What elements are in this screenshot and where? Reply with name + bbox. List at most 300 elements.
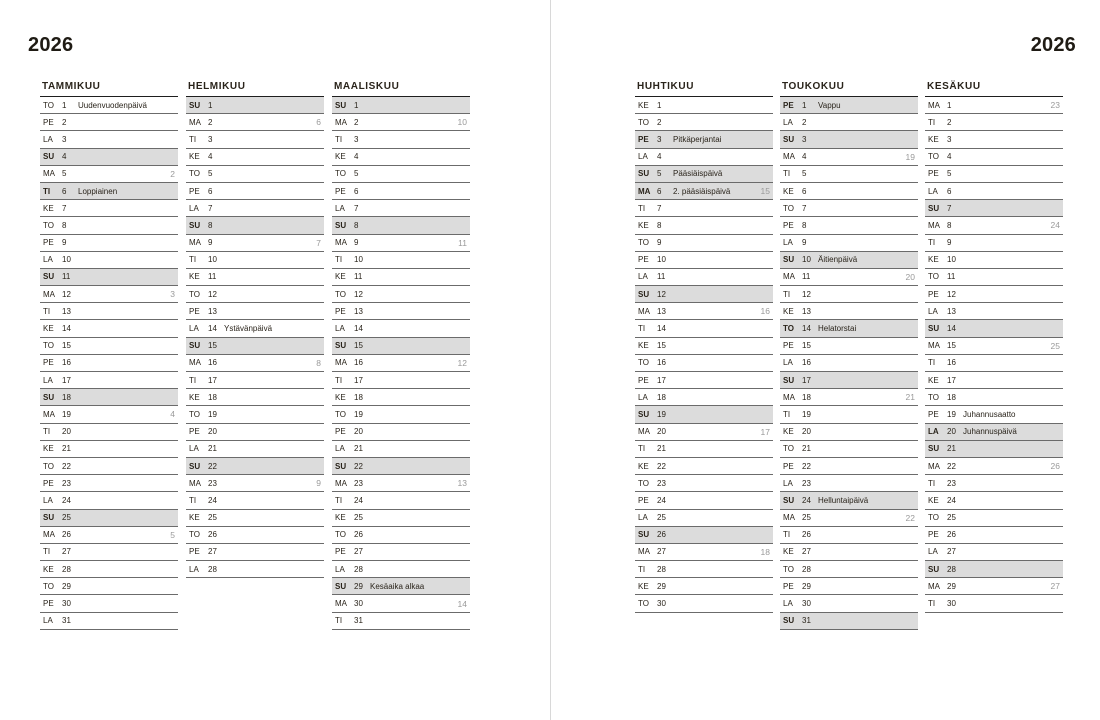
- day-row: [925, 303, 1063, 320]
- day-row: [635, 372, 773, 389]
- weekday-label: MA: [928, 100, 940, 110]
- weekday-label: LA: [783, 117, 793, 127]
- day-row: [40, 166, 178, 183]
- month-name: TAMMIKUU: [40, 80, 178, 97]
- weekday-label: MA: [43, 289, 55, 299]
- weekday-label: PE: [783, 461, 794, 471]
- day-row: [635, 320, 773, 337]
- day-row: [925, 200, 1063, 217]
- weekday-label: LA: [189, 564, 199, 574]
- day-number: 2: [208, 117, 213, 127]
- weekday-label: MA: [335, 117, 347, 127]
- weekday-label: MA: [928, 581, 940, 591]
- day-row: [40, 235, 178, 252]
- week-number: 26: [1050, 461, 1060, 472]
- week-number: 10: [457, 117, 467, 128]
- day-row: [635, 97, 773, 114]
- weekday-label: KE: [928, 255, 939, 265]
- weekday-label: SU: [189, 461, 201, 471]
- day-number: 6: [62, 186, 67, 196]
- weekday-label: KE: [43, 324, 54, 334]
- weekday-label: MA: [928, 461, 940, 471]
- day-number: 19: [208, 409, 217, 419]
- weekday-label: LA: [335, 203, 345, 213]
- weekday-label: KE: [928, 495, 939, 505]
- day-row: [186, 97, 324, 114]
- weekday-label: PE: [928, 409, 939, 419]
- day-row: [186, 458, 324, 475]
- weekday-label: MA: [928, 341, 940, 351]
- day-row: [332, 475, 470, 492]
- weekday-label: PE: [43, 478, 54, 488]
- day-row: [780, 269, 918, 286]
- weekday-label: TO: [928, 152, 939, 162]
- day-row: [635, 595, 773, 612]
- day-number: 1: [62, 100, 67, 110]
- day-row: [332, 406, 470, 423]
- day-number: 6: [802, 186, 807, 196]
- day-row: [332, 441, 470, 458]
- day-row: [925, 406, 1063, 423]
- holiday-name: Ystävänpäivä: [224, 324, 273, 334]
- weekday-label: SU: [335, 220, 347, 230]
- day-number: 8: [208, 220, 213, 230]
- week-number: 17: [760, 426, 770, 437]
- day-row: [40, 424, 178, 441]
- weekday-label: SU: [189, 341, 201, 351]
- day-number: 13: [354, 306, 363, 316]
- weekday-label: MA: [335, 358, 347, 368]
- day-number: 8: [657, 220, 662, 230]
- day-row: [332, 269, 470, 286]
- day-number: 10: [208, 255, 217, 265]
- weekday-label: PE: [335, 547, 346, 557]
- day-row: [186, 183, 324, 200]
- weekday-label: TO: [43, 100, 54, 110]
- weekday-label: LA: [928, 186, 938, 196]
- day-number: 11: [802, 272, 811, 282]
- day-number: 25: [802, 513, 811, 523]
- day-row: [780, 475, 918, 492]
- weekday-label: PE: [928, 289, 939, 299]
- weekday-label: SU: [638, 289, 650, 299]
- day-number: 29: [657, 581, 666, 591]
- day-number: 3: [62, 134, 67, 144]
- day-number: 6: [657, 186, 662, 196]
- week-number: 21: [905, 392, 915, 403]
- day-row: [780, 303, 918, 320]
- weekday-label: TI: [783, 530, 791, 540]
- day-row: [332, 544, 470, 561]
- month-column: [925, 80, 1063, 613]
- page-divider: [550, 0, 551, 720]
- day-row: [635, 217, 773, 234]
- weekday-label: SU: [928, 564, 940, 574]
- weekday-label: TO: [43, 341, 54, 351]
- day-number: 9: [802, 238, 807, 248]
- day-number: 23: [657, 478, 666, 488]
- weekday-label: KE: [928, 375, 939, 385]
- day-number: 28: [62, 564, 71, 574]
- day-number: 17: [208, 375, 217, 385]
- day-number: 22: [802, 461, 811, 471]
- day-row: [925, 269, 1063, 286]
- day-number: 15: [208, 341, 217, 351]
- day-row: [186, 269, 324, 286]
- day-row: [635, 131, 773, 148]
- weekday-label: SU: [783, 134, 795, 144]
- day-number: 17: [947, 375, 956, 385]
- day-row: [635, 441, 773, 458]
- holiday-name: Pitkäperjantai: [673, 134, 722, 144]
- day-row: [40, 595, 178, 612]
- day-row: [635, 527, 773, 544]
- weekday-label: MA: [638, 547, 650, 557]
- day-row: [780, 492, 918, 509]
- day-row: [186, 389, 324, 406]
- day-row: [186, 406, 324, 423]
- day-number: 10: [802, 255, 811, 265]
- week-number: 25: [1050, 340, 1060, 351]
- day-row: [635, 338, 773, 355]
- weekday-label: LA: [43, 255, 53, 265]
- day-row: [332, 252, 470, 269]
- day-row: [332, 131, 470, 148]
- day-number: 10: [354, 255, 363, 265]
- day-number: 18: [354, 392, 363, 402]
- week-number: 20: [905, 271, 915, 282]
- weekday-label: KE: [43, 444, 54, 454]
- day-number: 2: [62, 117, 67, 127]
- weekday-label: TO: [638, 599, 649, 609]
- day-row: [780, 527, 918, 544]
- day-number: 12: [947, 289, 956, 299]
- day-number: 12: [62, 289, 71, 299]
- weekday-label: TO: [189, 289, 200, 299]
- day-row: [925, 131, 1063, 148]
- day-row: [780, 578, 918, 595]
- day-row: [40, 252, 178, 269]
- day-number: 7: [657, 203, 662, 213]
- weekday-label: TI: [928, 478, 936, 488]
- weekday-label: MA: [43, 169, 55, 179]
- day-row: [332, 286, 470, 303]
- day-row: [40, 131, 178, 148]
- day-number: 22: [657, 461, 666, 471]
- weekday-label: MA: [189, 358, 201, 368]
- day-number: 7: [802, 203, 807, 213]
- weekday-label: SU: [43, 392, 55, 402]
- day-number: 7: [354, 203, 359, 213]
- day-number: 26: [947, 530, 956, 540]
- weekday-label: TI: [335, 495, 343, 505]
- day-number: 18: [802, 392, 811, 402]
- day-row: [635, 183, 773, 200]
- day-number: 28: [802, 564, 811, 574]
- weekday-label: KE: [783, 306, 794, 316]
- day-number: 9: [947, 238, 952, 248]
- holiday-name: Kesäaika alkaa: [370, 581, 425, 591]
- month-name: HELMIKUU: [186, 80, 324, 97]
- weekday-label: TO: [335, 409, 346, 419]
- day-row: [925, 114, 1063, 131]
- day-number: 9: [354, 238, 359, 248]
- day-number: 3: [208, 134, 213, 144]
- holiday-name: Helatorstai: [818, 324, 857, 334]
- day-number: 23: [354, 478, 363, 488]
- day-row: [635, 286, 773, 303]
- day-row: [332, 424, 470, 441]
- month-name: KESÄKUU: [925, 80, 1063, 97]
- weekday-label: SU: [335, 581, 347, 591]
- day-row: [925, 252, 1063, 269]
- day-number: 21: [354, 444, 363, 454]
- day-row: [635, 389, 773, 406]
- weekday-label: MA: [335, 238, 347, 248]
- day-number: 16: [802, 358, 811, 368]
- day-row: [925, 149, 1063, 166]
- day-number: 19: [802, 409, 811, 419]
- weekday-label: TI: [928, 599, 936, 609]
- holiday-name: Helluntaipäivä: [818, 495, 869, 505]
- day-row: [186, 355, 324, 372]
- day-number: 1: [208, 100, 213, 110]
- day-row: [635, 200, 773, 217]
- day-number: 1: [947, 100, 952, 110]
- weekday-label: MA: [638, 186, 651, 196]
- day-row: [925, 183, 1063, 200]
- week-number: 14: [457, 598, 467, 609]
- weekday-label: PE: [189, 547, 200, 557]
- day-number: 6: [208, 186, 213, 196]
- day-number: 5: [802, 169, 807, 179]
- day-row: [186, 372, 324, 389]
- day-row: [925, 372, 1063, 389]
- day-number: 1: [657, 100, 662, 110]
- day-row: [332, 114, 470, 131]
- weekday-label: KE: [783, 427, 794, 437]
- weekday-label: KE: [189, 272, 200, 282]
- day-number: 23: [802, 478, 811, 488]
- weekday-label: SU: [335, 100, 347, 110]
- weekday-label: SU: [783, 616, 795, 626]
- weekday-label: PE: [43, 599, 54, 609]
- day-row: [186, 252, 324, 269]
- day-number: 24: [208, 495, 217, 505]
- day-row: [635, 406, 773, 423]
- day-number: 23: [62, 478, 71, 488]
- day-row: [780, 406, 918, 423]
- weekday-label: SU: [43, 513, 55, 523]
- day-row: [332, 166, 470, 183]
- day-row: [635, 166, 773, 183]
- day-row: [635, 561, 773, 578]
- week-number: 6: [316, 117, 321, 128]
- day-number: 10: [657, 255, 666, 265]
- holiday-name: Vappu: [818, 100, 841, 110]
- weekday-label: PE: [638, 375, 649, 385]
- day-row: [332, 200, 470, 217]
- day-number: 15: [62, 341, 71, 351]
- weekday-label: TI: [638, 564, 646, 574]
- day-row: [186, 200, 324, 217]
- day-number: 3: [657, 134, 662, 144]
- day-number: 26: [62, 530, 71, 540]
- day-row: [780, 320, 918, 337]
- day-number: 14: [802, 324, 811, 334]
- day-row: [635, 475, 773, 492]
- weekday-label: LA: [189, 203, 199, 213]
- day-row: [332, 561, 470, 578]
- day-row: [635, 252, 773, 269]
- day-number: 4: [802, 152, 807, 162]
- weekday-label: LA: [335, 564, 345, 574]
- day-number: 7: [62, 203, 67, 213]
- weekday-label: PE: [928, 169, 939, 179]
- day-number: 17: [802, 375, 811, 385]
- day-row: [635, 424, 773, 441]
- day-number: 22: [354, 461, 363, 471]
- weekday-label: TI: [335, 375, 343, 385]
- day-row: [780, 200, 918, 217]
- weekday-label: MA: [189, 238, 201, 248]
- day-number: 30: [947, 599, 956, 609]
- day-number: 28: [657, 564, 666, 574]
- weekday-label: PE: [783, 341, 794, 351]
- day-row: [186, 492, 324, 509]
- week-number: 9: [316, 478, 321, 489]
- day-number: 14: [208, 324, 217, 334]
- weekday-label: MA: [189, 117, 201, 127]
- weekday-label: MA: [189, 478, 201, 488]
- weekday-label: PE: [189, 186, 200, 196]
- week-number: 27: [1050, 581, 1060, 592]
- day-row: [780, 235, 918, 252]
- weekday-label: TO: [638, 358, 649, 368]
- weekday-label: KE: [638, 341, 649, 351]
- day-row: [635, 114, 773, 131]
- day-row: [780, 441, 918, 458]
- year-heading-right: 2026: [1030, 34, 1076, 56]
- weekday-label: SU: [638, 409, 650, 419]
- day-row: [925, 561, 1063, 578]
- day-number: 18: [657, 392, 666, 402]
- weekday-label: MA: [783, 152, 795, 162]
- day-row: [186, 561, 324, 578]
- day-number: 7: [947, 203, 952, 213]
- day-number: 27: [947, 547, 956, 557]
- day-number: 12: [208, 289, 217, 299]
- day-number: 19: [62, 409, 71, 419]
- weekday-label: KE: [783, 547, 794, 557]
- weekday-label: SU: [928, 203, 940, 213]
- weekday-label: MA: [928, 220, 940, 230]
- weekday-label: PE: [783, 100, 794, 110]
- day-number: 8: [802, 220, 807, 230]
- day-row: [40, 613, 178, 630]
- day-row: [925, 235, 1063, 252]
- holiday-name: Juhannusaatto: [963, 409, 1016, 419]
- weekday-label: PE: [189, 427, 200, 437]
- weekday-label: MA: [783, 513, 795, 523]
- day-row: [780, 424, 918, 441]
- weekday-label: KE: [335, 152, 346, 162]
- day-row: [40, 527, 178, 544]
- weekday-label: PE: [638, 255, 649, 265]
- day-number: 18: [62, 392, 71, 402]
- weekday-label: LA: [335, 324, 345, 334]
- day-row: [40, 475, 178, 492]
- day-number: 22: [208, 461, 217, 471]
- weekday-label: TI: [335, 255, 343, 265]
- day-number: 27: [354, 547, 363, 557]
- day-row: [186, 303, 324, 320]
- day-row: [925, 595, 1063, 612]
- day-row: [332, 303, 470, 320]
- day-row: [780, 114, 918, 131]
- weekday-label: KE: [928, 134, 939, 144]
- weekday-label: LA: [43, 616, 53, 626]
- weekday-label: TI: [928, 238, 936, 248]
- weekday-label: KE: [335, 272, 346, 282]
- day-row: [780, 595, 918, 612]
- month-column: [186, 80, 324, 578]
- weekday-label: TO: [638, 238, 649, 248]
- week-number: 24: [1050, 220, 1060, 231]
- weekday-label: SU: [43, 272, 55, 282]
- weekday-label: LA: [928, 547, 938, 557]
- day-row: [40, 578, 178, 595]
- day-number: 20: [354, 427, 363, 437]
- day-number: 31: [62, 616, 71, 626]
- day-number: 5: [947, 169, 952, 179]
- weekday-label: LA: [189, 324, 199, 334]
- day-row: [635, 269, 773, 286]
- day-number: 22: [62, 461, 71, 471]
- day-number: 4: [354, 152, 359, 162]
- week-number: 11: [458, 237, 467, 248]
- day-row: [332, 355, 470, 372]
- day-row: [40, 183, 178, 200]
- weekday-label: PE: [638, 134, 649, 144]
- week-number: 2: [170, 168, 175, 179]
- day-number: 9: [62, 238, 67, 248]
- week-number: 22: [905, 512, 915, 523]
- day-number: 30: [354, 599, 363, 609]
- weekday-label: TI: [783, 169, 791, 179]
- day-row: [780, 149, 918, 166]
- day-number: 9: [208, 238, 213, 248]
- day-number: 13: [62, 306, 71, 316]
- weekday-label: KE: [638, 100, 649, 110]
- weekday-label: LA: [43, 495, 53, 505]
- day-number: 14: [62, 324, 71, 334]
- day-number: 20: [802, 427, 811, 437]
- weekday-label: PE: [43, 117, 54, 127]
- weekday-label: PE: [783, 581, 794, 591]
- weekday-label: LA: [43, 375, 53, 385]
- week-number: 13: [457, 478, 467, 489]
- day-number: 13: [208, 306, 217, 316]
- day-row: [332, 372, 470, 389]
- day-row: [332, 183, 470, 200]
- week-number: 19: [905, 151, 915, 162]
- day-row: [780, 389, 918, 406]
- day-number: 21: [208, 444, 217, 454]
- day-row: [925, 166, 1063, 183]
- holiday-name: Juhannuspäivä: [963, 427, 1017, 437]
- day-row: [332, 595, 470, 612]
